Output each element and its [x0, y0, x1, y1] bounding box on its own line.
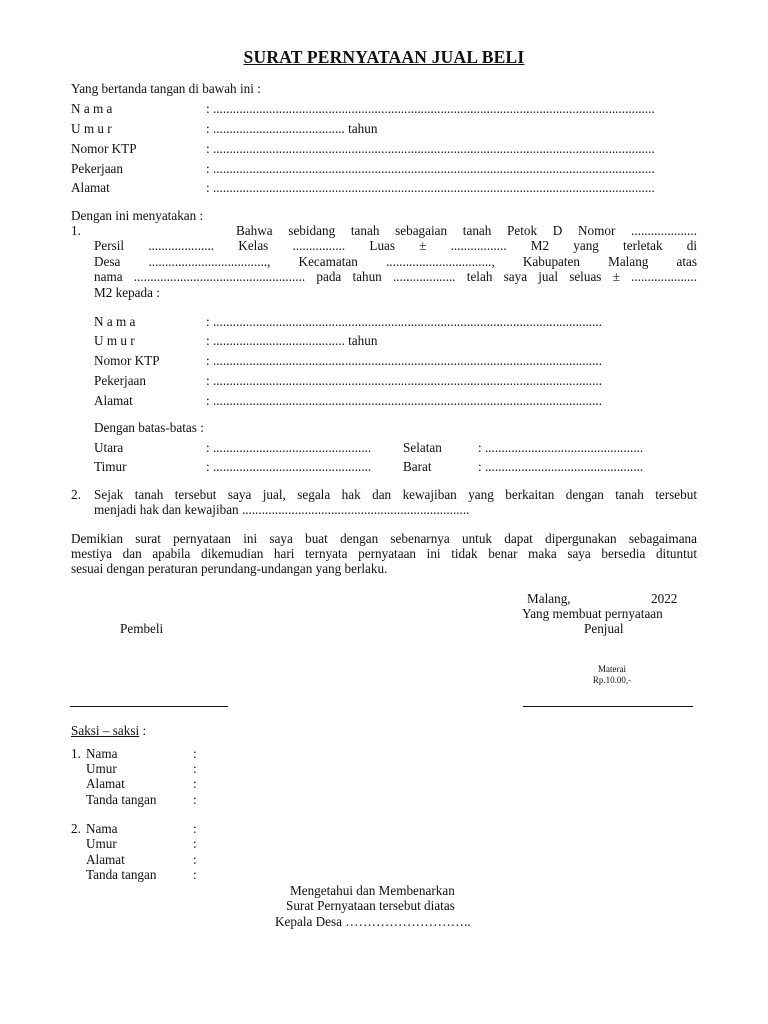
boundary-south-label: Selatan: [403, 440, 442, 455]
boundary-east-label: Timur: [94, 459, 127, 474]
boundary-south-field: : ................................................: [478, 440, 644, 455]
witness-2-signature-colon: :: [193, 867, 197, 882]
witness-2-number: 2.: [71, 821, 81, 836]
witness-1-address-label: Alamat: [86, 776, 125, 791]
seller-job-label: Pekerjaan: [71, 161, 123, 176]
boundary-west-field: : ................................................: [478, 459, 644, 474]
witness-2-address-label: Alamat: [86, 852, 125, 867]
buyer-age-field: : ........................................ tahun: [206, 333, 378, 348]
seller-signature-label: Penjual: [584, 621, 624, 636]
witnesses-title-text: Saksi – saksi: [71, 723, 140, 738]
signature-place: Malang,: [527, 591, 571, 606]
witness-2-age-label: Umur: [86, 836, 117, 851]
witness-1-signature-colon: :: [193, 792, 197, 807]
witness-2-address-colon: :: [193, 852, 197, 867]
witness-1-address-colon: :: [193, 776, 197, 791]
seller-job-field: : ......................................................................................................................................: [206, 161, 655, 176]
point-2-number: 2.: [71, 487, 81, 502]
buyer-address-field: : ......................................................................................................................: [206, 393, 602, 408]
statement-intro: Dengan ini menyatakan :: [71, 208, 204, 223]
point-2-line-1: Sejak tanah tersebut saya jual, segala hak dan kewajiban yang berkaitan dengan tanah tersebut: [94, 487, 697, 502]
witness-2-age-colon: :: [193, 836, 197, 851]
boundaries-intro: Dengan batas-batas :: [94, 420, 204, 435]
point-1-last-line: M2 kepada :: [94, 285, 160, 300]
buyer-job-label: Pekerjaan: [94, 373, 146, 388]
seller-address-label: Alamat: [71, 180, 110, 195]
seller-age-field: : ........................................ tahun: [206, 121, 378, 136]
witnesses-title: [71, 723, 146, 738]
village-head-line-1: Mengetahui dan Membenarkan: [290, 883, 455, 898]
boundary-east-field: : ................................................: [206, 459, 372, 474]
witness-1-number: 1.: [71, 746, 81, 761]
seller-age-label: U m u r: [71, 121, 112, 136]
seller-address-field: : ......................................................................................................................................: [206, 180, 655, 195]
village-head-line-3: Kepala Desa ………………………..: [275, 914, 471, 929]
buyer-ktp-field: : ......................................................................................................................: [206, 353, 602, 368]
closing-line-1: Demikian surat pernyataan ini saya buat dengan sebenarnya untuk dapat dipergunakan sebagaimana: [71, 531, 697, 546]
stamp-duty-label: Materai: [598, 664, 626, 674]
witness-1-signature-label: Tanda tangan: [86, 792, 157, 807]
village-head-line-2: Surat Pernyataan tersebut diatas: [286, 898, 455, 913]
point-2-line-2: menjadi hak dan kewajiban .....................................................................: [94, 502, 470, 517]
buyer-signature-label: Pembeli: [120, 621, 164, 636]
point-1-line-4: nama .................................................... pada tahun ................... telah saya jual seluas ± ....................: [94, 269, 697, 284]
seller-signature-line: [523, 706, 693, 707]
seller-name-label: N a m a: [71, 101, 113, 116]
boundary-north-field: : ................................................: [206, 440, 372, 455]
buyer-name-field: : ......................................................................................................................: [206, 314, 602, 329]
seller-ktp-field: : ......................................................................................................................................: [206, 141, 655, 156]
stamp-duty-amount: Rp.10.00,-: [592, 675, 632, 685]
witnesses-title-colon: :: [139, 723, 147, 738]
witness-2-name-colon: :: [193, 821, 197, 836]
seller-ktp-label: Nomor KTP: [71, 141, 137, 156]
intro-text: Yang bertanda tangan di bawah ini :: [71, 81, 261, 96]
seller-name-field: : ......................................................................................................................................: [206, 101, 655, 116]
buyer-job-field: : ......................................................................................................................: [206, 373, 602, 388]
boundary-west-label: Barat: [403, 459, 432, 474]
signature-maker-label: Yang membuat pernyataan: [522, 606, 663, 621]
buyer-name-label: N a m a: [94, 314, 136, 329]
buyer-ktp-label: Nomor KTP: [94, 353, 160, 368]
witness-2-signature-label: Tanda tangan: [86, 867, 157, 882]
point-1-number: 1.: [71, 223, 81, 238]
closing-line-3: sesuai dengan peraturan perundang-undangan yang berlaku.: [71, 561, 388, 576]
buyer-address-label: Alamat: [94, 393, 133, 408]
point-1-line-3: Desa ...................................., Kecamatan ................................, Kabupaten Malang atas: [94, 254, 697, 269]
buyer-age-label: U m u r: [94, 333, 135, 348]
witness-1-name-colon: :: [193, 746, 197, 761]
signature-year: 2022: [651, 591, 678, 606]
witness-1-age-colon: :: [193, 761, 197, 776]
buyer-signature-line: [70, 706, 228, 707]
witness-1-age-label: Umur: [86, 761, 117, 776]
witness-1-name-label: Nama: [86, 746, 118, 761]
point-1-line-2: Persil .................... Kelas ................ Luas ± ................. M2 yang terletak di: [94, 238, 697, 253]
witness-2-name-label: Nama: [86, 821, 118, 836]
boundary-north-label: Utara: [94, 440, 124, 455]
document-title: SURAT PERNYATAAN JUAL BELI: [243, 47, 525, 67]
point-1-line-1: Bahwa sebidang tanah sebagaian tanah Petok D Nomor ....................: [236, 223, 697, 238]
closing-line-2: mestiya dan apabila dikemudian hari ternyata pernyataan ini tidak benar maka saya bersedia dituntut: [71, 546, 697, 561]
